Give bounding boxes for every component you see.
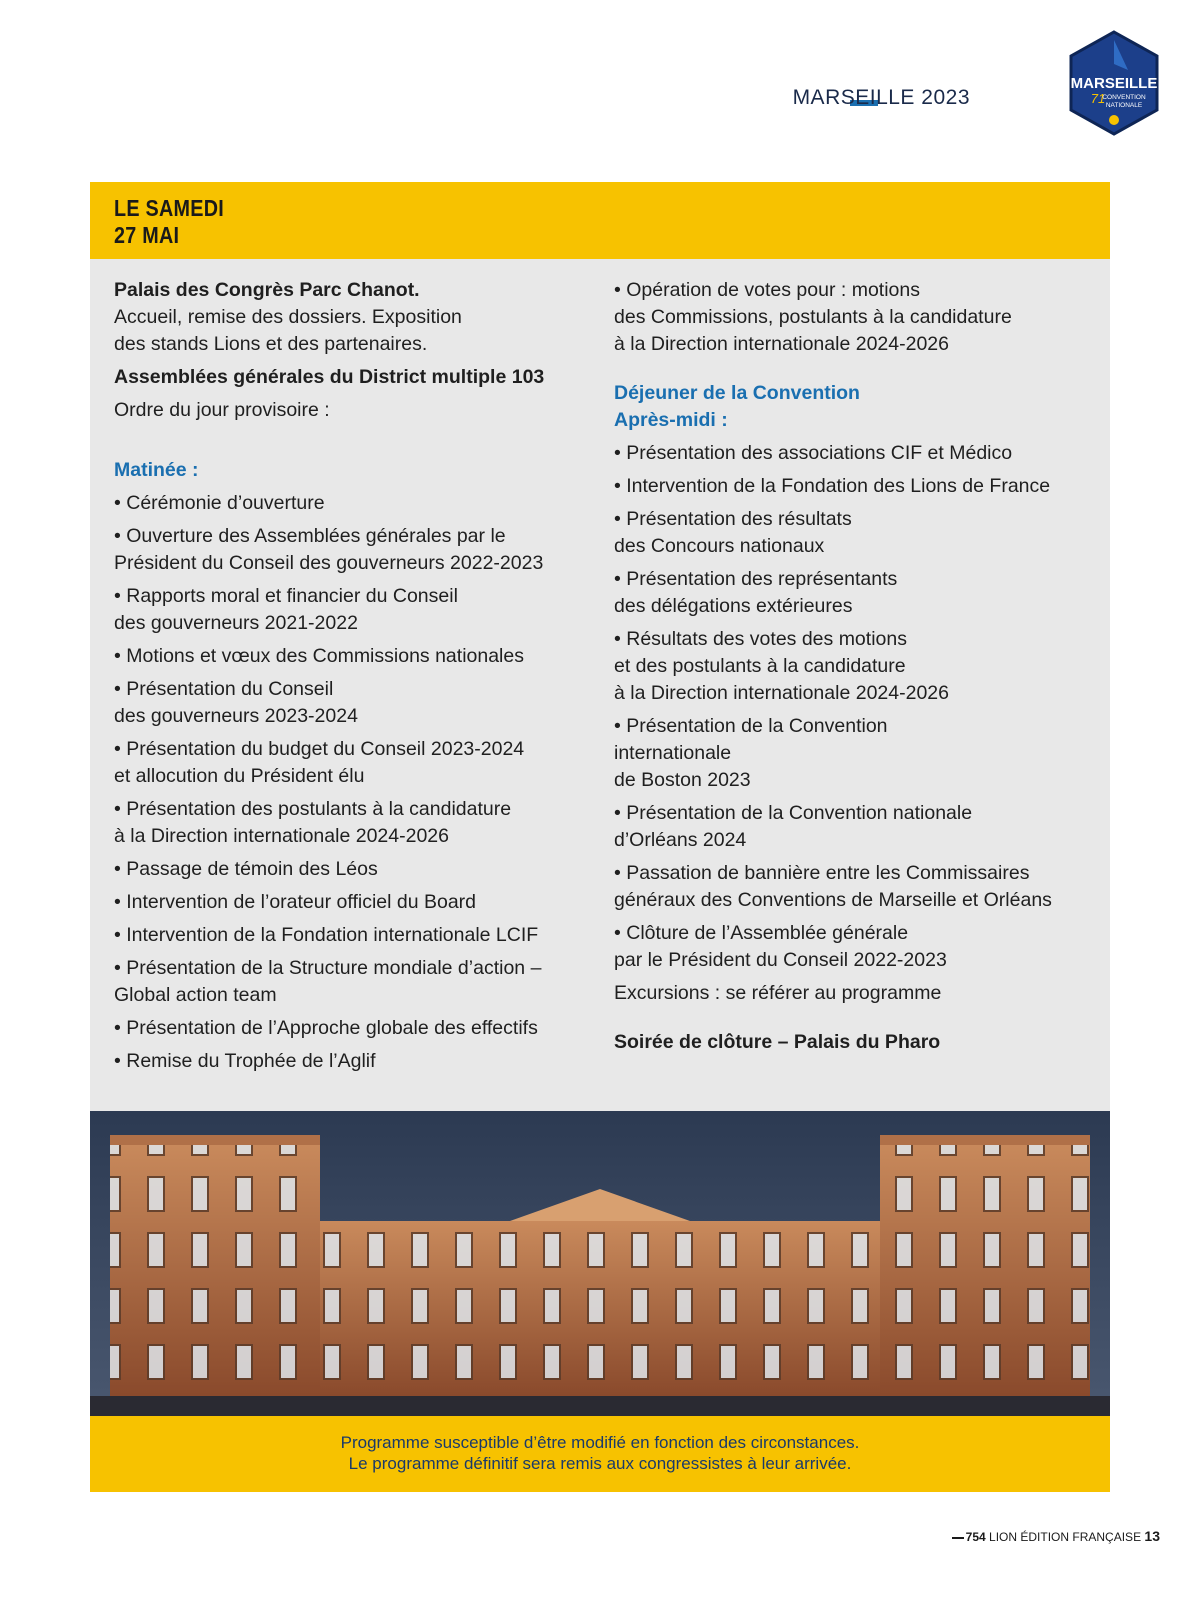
- item-line: • Présentation du Conseil: [114, 678, 334, 700]
- list-item: [114, 1015, 594, 1042]
- list-item: [114, 889, 594, 916]
- logo-line1: CONVENTION: [1102, 94, 1146, 101]
- item-line: et allocution du Président élu: [114, 765, 365, 787]
- list-item: [114, 856, 594, 883]
- list-item: [114, 1048, 594, 1075]
- list-item: [614, 713, 1104, 794]
- convention-logo: [1068, 30, 1160, 136]
- list-item: [114, 796, 594, 850]
- item-line: • Cérémonie d’ouverture: [114, 492, 325, 514]
- item-line: • Présentation des représentants: [614, 568, 898, 590]
- palais-du-pharo-photo: [90, 1111, 1110, 1416]
- item-line: • Intervention de l’orateur officiel du Board: [114, 891, 477, 913]
- item-line: par le Président du Conseil 2022-2023: [614, 949, 947, 971]
- closing-evening: Soirée de clôture – Palais du Pharo: [614, 1031, 941, 1053]
- welcome-line: Accueil, remise des dossiers. Exposition: [114, 306, 462, 328]
- list-item: [114, 955, 594, 1009]
- list-item: [114, 643, 594, 670]
- list-item: [614, 506, 1104, 560]
- item-line: • Présentation de l’Approche globale des effectifs: [114, 1017, 538, 1039]
- programme-disclaimer: [90, 1416, 1110, 1492]
- item-line: • Présentation de la Convention nationale: [614, 802, 973, 824]
- left-column: [114, 277, 594, 1081]
- list-item: [614, 800, 1104, 854]
- item-line: • Clôture de l’Assemblée générale: [614, 922, 909, 944]
- afternoon-heading: Après-midi :: [614, 409, 728, 431]
- item-line: • Présentation des résultats: [614, 508, 852, 530]
- footer-dash: [952, 1537, 964, 1539]
- list-item: [614, 626, 1104, 707]
- afternoon-items: [614, 440, 1104, 974]
- day-title: LE SAMEDI: [114, 195, 225, 221]
- item-line: des gouverneurs 2023-2024: [114, 705, 358, 727]
- item-line: • Motions et vœux des Commissions nationales: [114, 645, 524, 667]
- item-line: à la Direction internationale 2024-2026: [614, 682, 949, 704]
- programme-panel: [90, 182, 1110, 1492]
- disclaimer-line: Le programme définitif sera remis aux congressistes à leur arrivée.: [348, 1454, 852, 1473]
- list-item: [614, 277, 1104, 358]
- item-line: • Présentation des associations CIF et Médico: [614, 442, 1013, 464]
- magazine-name: LION ÉDITION FRANÇAISE: [989, 1530, 1142, 1544]
- item-line: • Passation de bannière entre les Commissaires: [614, 862, 1030, 884]
- list-item: [114, 736, 594, 790]
- item-line: • Remise du Trophée de l’Aglif: [114, 1050, 376, 1072]
- page-number: 13: [1144, 1528, 1160, 1544]
- welcome-line: des stands Lions et des partenaires.: [114, 333, 428, 355]
- assembly-title: Assemblées générales du District multiple 103: [114, 366, 545, 388]
- list-item: [114, 922, 594, 949]
- item-line: des gouverneurs 2021-2022: [114, 612, 358, 634]
- page-header: [740, 30, 1160, 140]
- item-line: internationale: [614, 742, 732, 764]
- list-item: [614, 920, 1104, 974]
- item-line: • Intervention de la Fondation des Lions de France: [614, 475, 1051, 497]
- list-item: [114, 523, 594, 577]
- item-line: • Ouverture des Assemblées générales par le: [114, 525, 506, 547]
- list-item: [614, 440, 1104, 467]
- item-line: • Rapports moral et financier du Conseil: [114, 585, 458, 607]
- list-item: [114, 490, 594, 517]
- item-line: à la Direction internationale 2024-2026: [614, 333, 949, 355]
- list-item: [614, 566, 1104, 620]
- lunch-heading: Déjeuner de la Convention: [614, 382, 860, 404]
- item-line: • Présentation du budget du Conseil 2023-2024: [114, 738, 525, 760]
- item-line: des Concours nationaux: [614, 535, 825, 557]
- item-line: Président du Conseil des gouverneurs 2022-2023: [114, 552, 544, 574]
- day-date: 27 MAI: [114, 222, 180, 248]
- item-line: des délégations extérieures: [614, 595, 853, 617]
- morning-heading: Matinée :: [114, 459, 199, 481]
- list-item: [614, 473, 1104, 500]
- event-label: MARSEILLE 2023: [792, 86, 970, 109]
- item-line: de Boston 2023: [614, 769, 751, 791]
- day-banner: [90, 182, 1110, 259]
- logo-line2: NATIONALE: [1105, 102, 1143, 109]
- item-line: des Commissions, postulants à la candidature: [614, 306, 1012, 328]
- page-footer: [952, 1528, 1160, 1544]
- item-line: • Passage de témoin des Léos: [114, 858, 378, 880]
- item-line: d’Orléans 2024: [614, 829, 747, 851]
- item-line: • Présentation de la Structure mondiale d’action –: [114, 957, 542, 979]
- morning-items: [114, 490, 594, 1075]
- item-line: • Résultats des votes des motions: [614, 628, 907, 650]
- right-column: [614, 277, 1104, 1062]
- issue-number: 754: [965, 1530, 986, 1544]
- venue-title: Palais des Congrès Parc Chanot.: [114, 279, 420, 301]
- item-line: et des postulants à la candidature: [614, 655, 906, 677]
- item-line: à la Direction internationale 2024-2026: [114, 825, 449, 847]
- disclaimer-line: Programme susceptible d’être modifié en fonction des circonstances.: [340, 1433, 860, 1452]
- list-item: [614, 860, 1104, 914]
- logo-number: 71: [1090, 91, 1106, 106]
- list-item: [114, 583, 594, 637]
- item-line: • Opération de votes pour : motions: [614, 279, 920, 301]
- agenda-label: Ordre du jour provisoire :: [114, 399, 330, 421]
- item-line: • Intervention de la Fondation internationale LCIF: [114, 924, 539, 946]
- list-item: [114, 676, 594, 730]
- item-line: généraux des Conventions de Marseille et Orléans: [614, 889, 1052, 911]
- item-line: • Présentation des postulants à la candidature: [114, 798, 512, 820]
- item-line: • Présentation de la Convention: [614, 715, 888, 737]
- logo-name: MARSEILLE: [1070, 75, 1158, 92]
- item-line: Global action team: [114, 984, 277, 1006]
- excursions-note: Excursions : se référer au programme: [614, 982, 942, 1004]
